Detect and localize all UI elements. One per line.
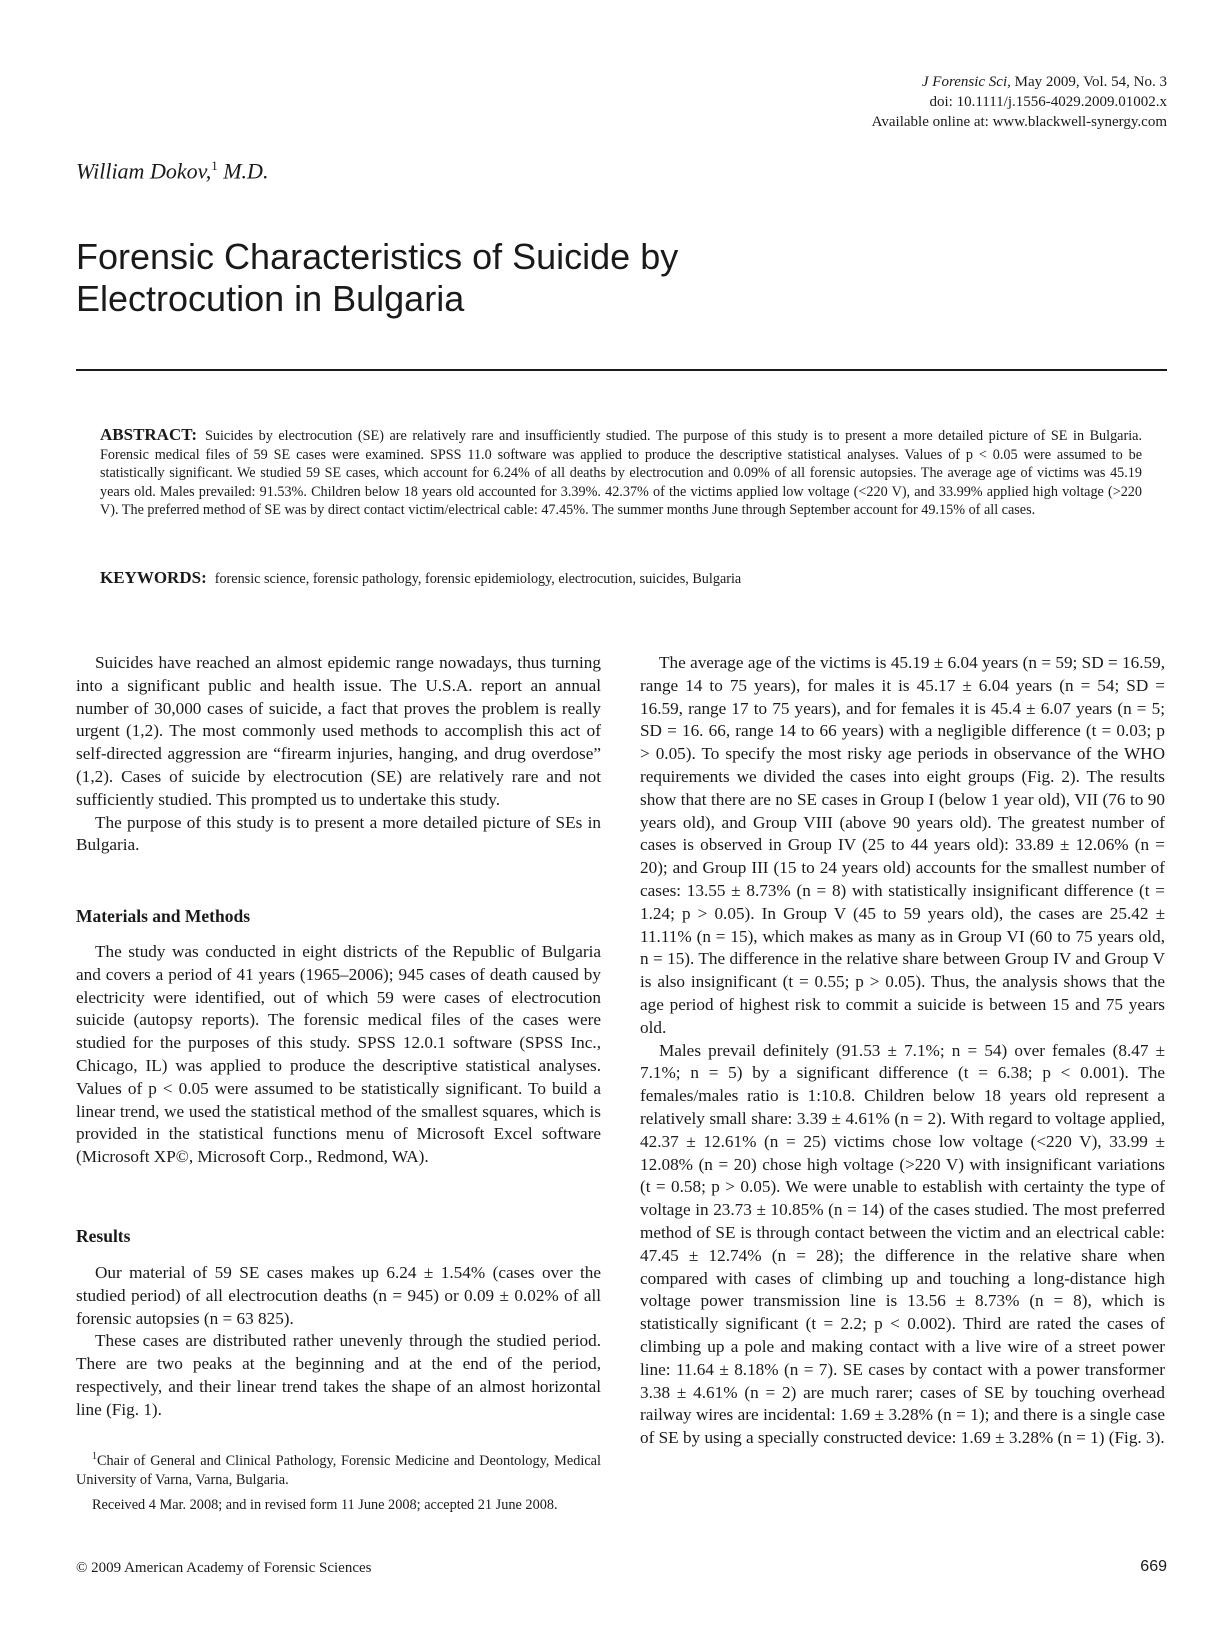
methods-heading: Materials and Methods xyxy=(76,906,251,926)
intro-section xyxy=(76,652,601,857)
results-age-paragraph: The average age of the victims is 45.19 ± 6.04 years (n = 59; SD = 16.59, range 14 to 75 years), for males it is 45.17 ± 6.04 years (n = 54; SD = 16.59, range 17 to 75 years), and for females it is 45.4 ± 6.07 years (n = 5; SD = 16. 66, range 14 to 66 years) with a negligible difference (t = 0.03; p > 0.05). To specify the most risky age periods in observance of the WHO requirements we divided the cases into eight groups (Fig. 2). The results show that there are no SE cases in Group I (below 1 year old), VII (76 to 90 years old), and Group VIII (above 90 years old). The greatest number of cases is observed in Group IV (25 to 44 years old): 33.89 ± 12.06% (n = 20); and Group III (15 to 24 years old) accounts for the smallest number of cases: 13.55 ± 8.73% (n = 8) with statistically insignificant difference (t = 1.24; p > 0.05). In Group V (45 to 59 years old), the cases are 25.42 ± 11.11% (n = 15), which makes as many as in Group VI (60 to 75 years old, n = 15). The difference in the relative share between Group IV and Group V is also insignificant (t = 0.55; p > 0.05). Thus, the analysis shows that the age period of highest risk to commit a suicide is between 15 and 75 years old. xyxy=(640,653,1165,1037)
journal-header xyxy=(872,72,1167,132)
abstract xyxy=(100,426,1142,520)
journal-name: J Forensic Sci, xyxy=(921,74,1011,90)
results-paragraph-1: Our material of 59 SE cases makes up 6.24 ± 1.54% (cases over the studied period) of all electrocution deaths (n = 945) or 0.09 ± 0.02% of all forensic autopsies (n = 63 825). xyxy=(76,1263,601,1328)
results-sex-voltage-paragraph: Males prevail definitely (91.53 ± 7.1%; n = 54) over females (8.47 ± 7.1%; n = 5) by a significant difference (t = 6.38; p < 0.001). The females/males ratio is 1:10.8. Children below 18 years old represent a relatively small share: 3.39 ± 4.61% (n = 2). With regard to voltage applied, 42.37 ± 12.61% (n = 25) victims chose low voltage (<220 V), 33.99 ± 12.08% (n = 20) chose high voltage (>220 V) with insignificant variations (t = 0.58; p > 0.05). We were unable to establish with certainty the type of voltage in 23.73 ± 10.85% (n = 14) of the cases studied. The most preferred method of SE is through contact between the victim and an electrical cable: 47.45 ± 12.74% (n = 28); the difference in the relative share when compared with cases of climbing up and touching a long-distance high voltage power transmission line is 13.56 ± 8.73% (n = 8), which is statistically significant (t = 2.2; p < 0.002). Third are rated the cases of climbing up a pole and making contact with a live wire of a street power line: 11.64 ± 8.18% (n = 7). SE cases by contact with a power transformer 3.38 ± 4.61% (n = 2) are much rarer; cases of SE by touching overhead railway wires are incidental: 1.69 ± 3.28% (n = 1); and there is a single case of SE by using a specially constructed device: 1.69 ± 3.28% (n = 1) (Fig. 3). xyxy=(640,1040,1165,1448)
footnotes xyxy=(76,1447,601,1515)
journal-doi: doi: 10.1111/j.1556-4029.2009.01002.x xyxy=(929,94,1167,110)
keywords-text: forensic science, forensic pathology, forensic epidemiology, electrocution, suicides, Bulgaria xyxy=(214,571,742,587)
paper-title: Forensic Characteristics of Suicide by Electrocution in Bulgaria xyxy=(76,236,679,319)
abstract-label: ABSTRACT: xyxy=(100,425,197,444)
keywords xyxy=(100,569,1142,588)
author-affil-mark: 1 xyxy=(211,158,218,173)
journal-issue: May 2009, Vol. 54, No. 3 xyxy=(1014,74,1167,90)
intro-paragraph-2: The purpose of this study is to present a more detailed picture of SEs in Bulgaria. xyxy=(76,812,601,855)
author-degree: M.D. xyxy=(223,158,269,184)
keywords-label: KEYWORDS: xyxy=(100,568,207,587)
footnote-affiliation xyxy=(76,1447,601,1490)
title-divider xyxy=(76,369,1167,371)
results-paragraph-2: These cases are distributed rather unevenly through the studied period. There are two peaks at the beginning and at the end of the period, respectively, and their linear trend takes the shape of an almost horizontal line (Fig. 1). xyxy=(76,1331,601,1419)
methods-section xyxy=(76,941,601,1169)
author-name: William Dokov, xyxy=(76,158,212,184)
results-continued xyxy=(640,652,1165,1450)
footnote-affiliation-text: Chair of General and Clinical Pathology, Forensic Medicine and Deontology, Medical University of Varna, Varna, Bulgaria. xyxy=(76,1452,601,1488)
intro-paragraph-1: Suicides have reached an almost epidemic range nowadays, thus turning into a significant public and health issue. The U.S.A. report an annual number of 30,000 cases of suicide, a fact that proves the problem is really urgent (1,2). The most commonly used methods to accomplish this act of self-directed aggression are “firearm injuries, hanging, and drug overdose” (1,2). Cases of suicide by electrocution (SE) are relatively rare and not sufficiently studied. This prompted us to undertake this study. xyxy=(76,653,601,809)
footnote-received: Received 4 Mar. 2008; and in revised form 11 June 2008; accepted 21 June 2008. xyxy=(92,1496,558,1513)
author-line xyxy=(76,158,268,184)
results-heading: Results xyxy=(76,1226,131,1246)
copyright: © 2009 American Academy of Forensic Sciences xyxy=(76,1560,372,1576)
results-section xyxy=(76,1262,601,1422)
page-number: 669 xyxy=(1140,1558,1167,1575)
journal-online: Available online at: www.blackwell-synergy.com xyxy=(871,114,1167,130)
journal-citation xyxy=(872,72,1167,92)
methods-paragraph: The study was conducted in eight districts of the Republic of Bulgaria and covers a period of 41 years (1965–2006); 945 cases of death caused by electricity were identified, out of which 59 were cases of electrocution suicide (autopsy reports). The forensic medical files of the cases were studied for the purposes of this study. SPSS 12.0.1 software (SPSS Inc., Chicago, IL) was applied to produce the descriptive statistical analyses. Values of p < 0.05 were assumed to be statistically significant. To build a linear trend, we used the statistical method of the smallest squares, which is provided in the statistical functions menu of Microsoft Excel software (Microsoft XP©, Microsoft Corp., Redmond, WA). xyxy=(76,942,601,1167)
abstract-text: Suicides by electrocution (SE) are relatively rare and insufficiently studied. The purpose of this study is to present a more detailed picture of SE in Bulgaria. Forensic medical files of 59 SE cases were examined. SPSS 11.0 software was applied to produce the descriptive statistical analyses. Values of p < 0.05 were assumed to be statistically significant. We studied 59 SE cases, which account for 6.24% of all deaths by electrocution and 0.09% of all forensic autopsies. The average age of victims was 45.19 years old. Males prevailed: 91.53%. Children below 18 years old accounted for 3.39%. 42.37% of the victims applied low voltage (<220 V), and 33.99% applied high voltage (>220 V). The preferred method of SE was by direct contact victim/electrical cable: 47.45%. The summer months June through September account for 49.15% of all cases. xyxy=(100,428,1142,518)
footnote-mark: 1 xyxy=(92,1451,97,1462)
